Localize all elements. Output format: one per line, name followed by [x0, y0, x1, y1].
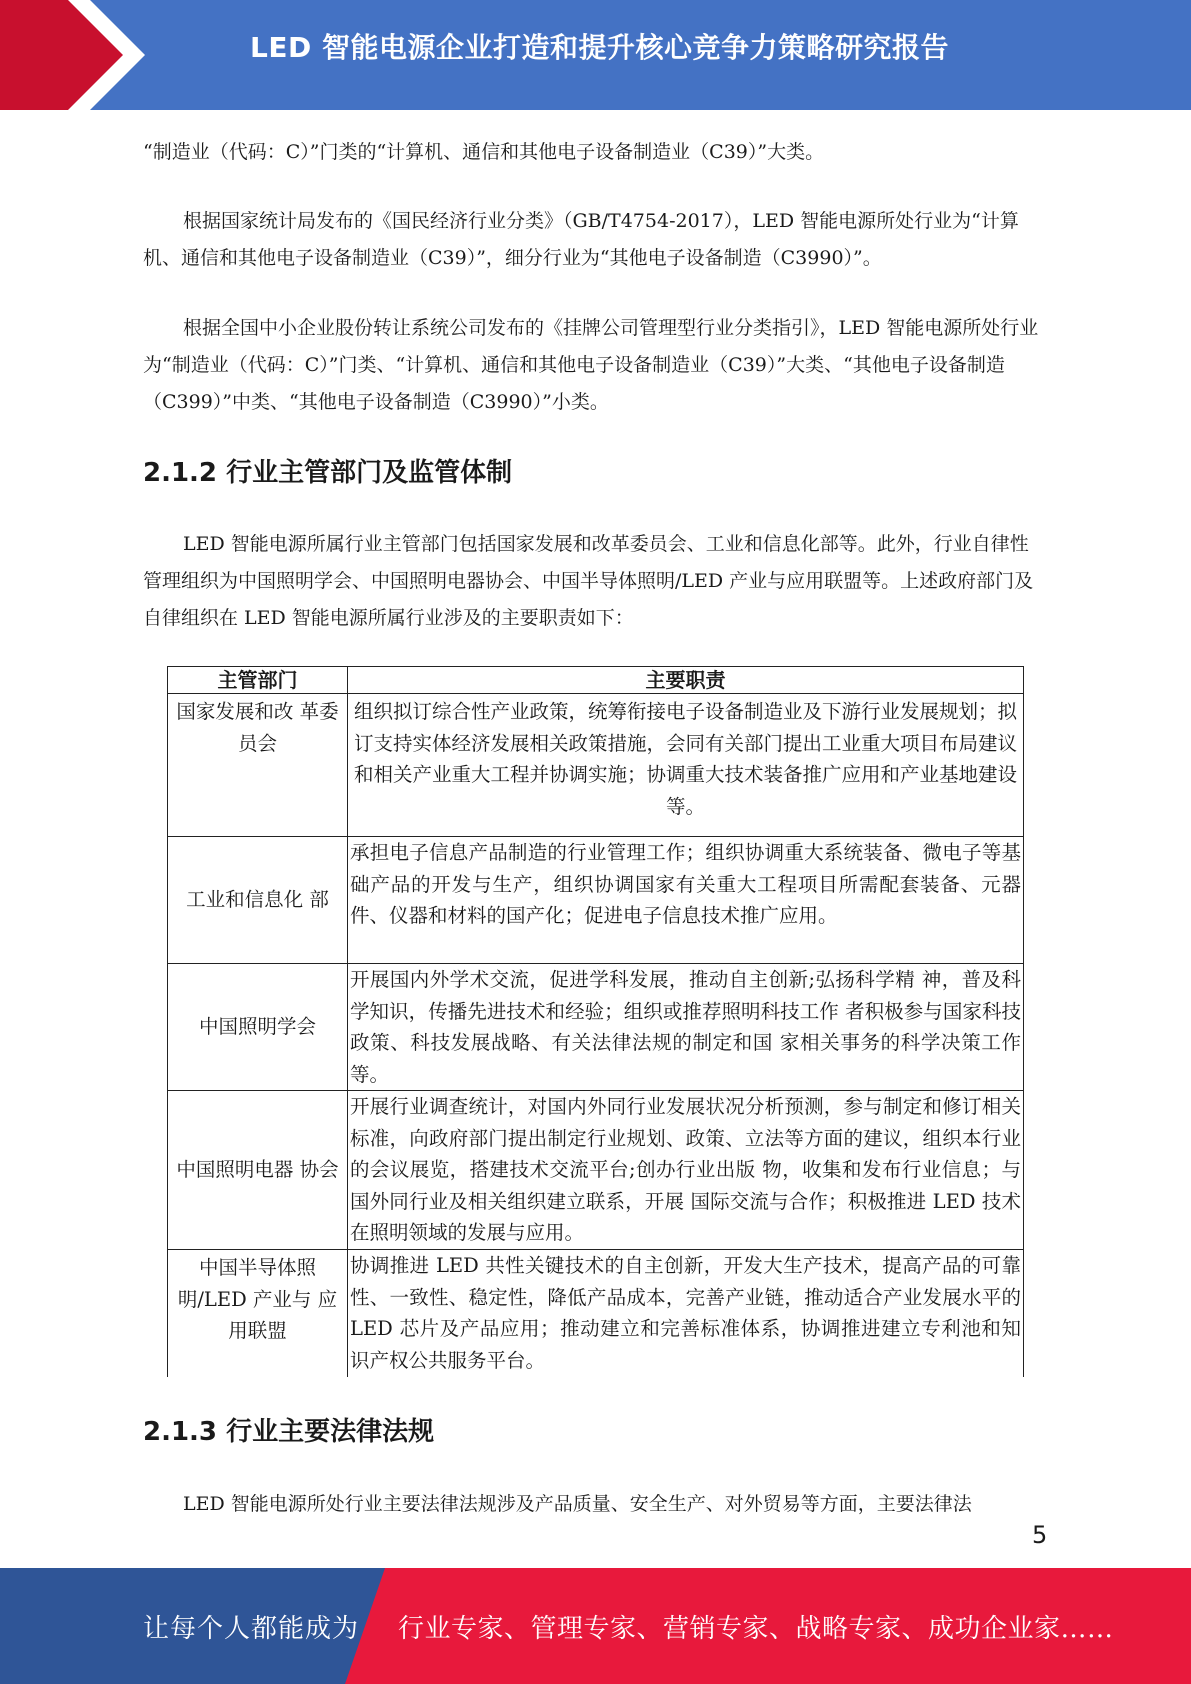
paragraph-4: LED 智能电源所属行业主管部门包括国家发展和改革委员会、工业和信息化部等。此外，行业自律性管理组织为中国照明学会、中国照明电器协会、中国半导体照明/LED 产业与应用联盟等。上述政府部门及自律组织在 LED 智能电源所属行业涉及的主要职责如下： — [143, 533, 1034, 629]
paragraph-2: 根据国家统计局发布的《国民经济行业分类》（GB/T4754-2017），LED 智能电源所处行业为“计算机、通信和其他电子设备制造业（C39）”，细分行业为“其他电子设备制造（C3990）”。 — [143, 210, 1019, 269]
table-header-duty: 主要职责 — [348, 667, 1024, 694]
paragraph-1: “制造业（代码：C）”门类的“计算机、通信和其他电子设备制造业（C39）”大类。 — [143, 141, 825, 163]
footer-slogan-right: 行业专家、管理专家、营销专家、战略专家、成功企业家…… — [398, 1614, 1114, 1644]
table-cell-dept: 中国照明学会 — [168, 964, 348, 1091]
footer-banner — [0, 1568, 1191, 1684]
table-row — [168, 1091, 1024, 1250]
regulator-table — [167, 666, 1024, 1377]
paragraph-5: LED 智能电源所处行业主要法律法规涉及产品质量、安全生产、对外贸易等方面，主要法律法 — [183, 1493, 972, 1515]
table-cell-duty: 开展行业调查统计，对国内外同行业发展状况分析预测，参与制定和修订相关标准，向政府部门提出制定行业规划、政策、立法等方面的建议，组织本行业的会议展览，搭建技术交流平台;创办行业出版 物，收集和发布行业信息；与国外同行业及相关组织建立联系，开展 国际交流与合作；积极推进 LED 技术在照明领域的发展与应用。 — [348, 1091, 1024, 1250]
report-title: LED 智能电源企业打造和提升核心竞争力策略研究报告 — [250, 31, 949, 64]
table-cell-duty: 承担电子信息产品制造的行业管理工作；组织协调重大系统装备、微电子等基础产品的开发与生产，组织协调国家有关重大工程项目所需配套装备、元器件、仪器和材料的国产化；促进电子信息技术推广应用。 — [348, 837, 1024, 964]
table-cell-dept: 工业和信息化 部 — [168, 837, 348, 964]
table-cell-duty: 组织拟订综合性产业政策，统筹衔接电子设备制造业及下游行业发展规划；拟订支持实体经济发展相关政策措施，会同有关部门提出工业重大项目布局建议和相关产业重大工程并协调实施；协调重大技术装备推广应用和产业基地建设等。 — [348, 694, 1024, 837]
table-cell-duty: 协调推进 LED 共性关键技术的自主创新，开发大生产技术，提高产品的可靠性、一致性、稳定性，降低产品成本，完善产业链，推动适合产业发展水平的 LED 芯片及产品应用；推动建立和完善标准体系，协调推进建立专利池和知识产权公共服务平台。 — [348, 1250, 1024, 1377]
table-row — [168, 1250, 1024, 1377]
paragraph-3: 根据全国中小企业股份转让系统公司发布的《挂牌公司管理型行业分类指引》，LED 智能电源所处行业为“制造业（代码：C）”门类、“计算机、通信和其他电子设备制造业（C39）”大类、“其他电子设备制造（C399）”中类、“其他电子设备制造（C3990）”小类。 — [143, 317, 1039, 413]
section-heading-2-1-2: 2.1.2 行业主管部门及监管体制 — [143, 458, 513, 488]
table-row — [168, 837, 1024, 964]
table-cell-dept: 中国照明电器 协会 — [168, 1091, 348, 1250]
table-cell-dept: 国家发展和改 革委员会 — [168, 694, 348, 837]
table-header-dept: 主管部门 — [168, 667, 348, 694]
section-heading-2-1-3: 2.1.3 行业主要法律法规 — [143, 1417, 435, 1447]
table-row — [168, 964, 1024, 1091]
table-cell-duty: 开展国内外学术交流，促进学科发展，推动自主创新;弘扬科学精 神，普及科学知识，传播先进技术和经验；组织或推荐照明科技工作 者积极参与国家科技政策、科技发展战略、有关法律法规的制定和国 家相关事务的科学决策工作等。 — [348, 964, 1024, 1091]
table-header-row — [168, 667, 1024, 694]
table-row — [168, 694, 1024, 837]
table-cell-dept: 中国半导体照 明/LED 产业与 应用联盟 — [168, 1250, 348, 1377]
header-bar — [0, 0, 1191, 110]
footer-slogan-left: 让每个人都能成为 — [143, 1614, 360, 1644]
header-arrow-icon — [0, 0, 160, 110]
page-number: 5 — [1032, 1521, 1048, 1549]
